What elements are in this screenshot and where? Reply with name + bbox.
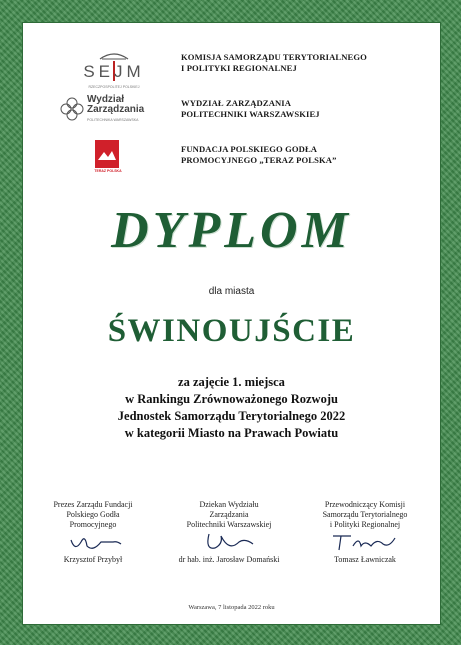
- institution-teraz-polska: FUNDACJA POLSKIEGO GODŁA PROMOCYJNEGO „TERAZ POLSKA”: [181, 144, 337, 165]
- diploma-title: DYPLOM: [111, 202, 352, 259]
- wz-logo-text: Wydział Zarządzania: [87, 94, 145, 115]
- institution-sejm-commission: KOMISJA SAMORZĄDU TERYTORIALNEGO I POLITYKI REGIONALNEJ: [181, 52, 367, 73]
- institution-wz-pw: WYDZIAŁ ZARZĄDZANIA POLITECHNIKI WARSZAWSKIEJ: [181, 98, 320, 119]
- date-line: Warszawa, 7 listopada 2022 roku: [188, 604, 275, 611]
- signature-block-commission: [295, 500, 435, 564]
- signature-name: Tomasz Ławniczak: [334, 555, 396, 564]
- signature-role: Przewodniczący Komisji Samorządu Terytorialnego i Polityki Regionalnej: [322, 500, 408, 529]
- signature-name: Krzysztof Przybył: [63, 555, 123, 564]
- signature-block-foundation: [23, 500, 163, 564]
- wz-logo-subtext: POLITECHNIKA WARSZAWSKA: [87, 118, 139, 122]
- award-line: w kategorii Miasto na Prawach Powiatu: [124, 426, 339, 440]
- award-line: za zajęcie 1. miejsca: [178, 375, 285, 389]
- award-line: w Rankingu Zrównoważonego Rozwoju: [125, 392, 338, 406]
- sejm-logo: [78, 47, 150, 97]
- city-name: ŚWINOUJŚCIE: [107, 313, 356, 349]
- flower-icon: [59, 96, 85, 122]
- for-city-label: dla miasta: [208, 286, 255, 297]
- handwritten-signature-icon: [199, 528, 259, 554]
- teraz-polska-logo: [95, 140, 121, 174]
- teraz-polska-logo-text: TERAZ POLSKA: [94, 169, 122, 173]
- award-line: Jednostek Samorządu Terytorialnego 2022: [117, 409, 346, 423]
- signature-block-dean: [159, 500, 299, 564]
- signature-role: Prezes Zarządu Fundacji Polskiego Godła Promocyjnego: [53, 500, 133, 529]
- handwritten-signature-icon: [67, 532, 127, 554]
- sejm-logo-subtext: RZECZPOSPOLITEJ POLSKIEJ: [88, 85, 140, 89]
- sejm-logo-text: SEJM: [83, 62, 145, 81]
- signature-role: Dziekan Wydziału Zarządzania Politechniki Warszawskiej: [186, 500, 272, 529]
- signature-name: dr hab. inż. Jarosław Domański: [178, 555, 280, 564]
- handwritten-signature-icon: [329, 530, 401, 554]
- diploma-paper: [22, 22, 441, 625]
- teraz-polska-emblem-icon: [95, 140, 119, 168]
- wz-logo: [59, 93, 159, 127]
- award-text: [23, 374, 440, 442]
